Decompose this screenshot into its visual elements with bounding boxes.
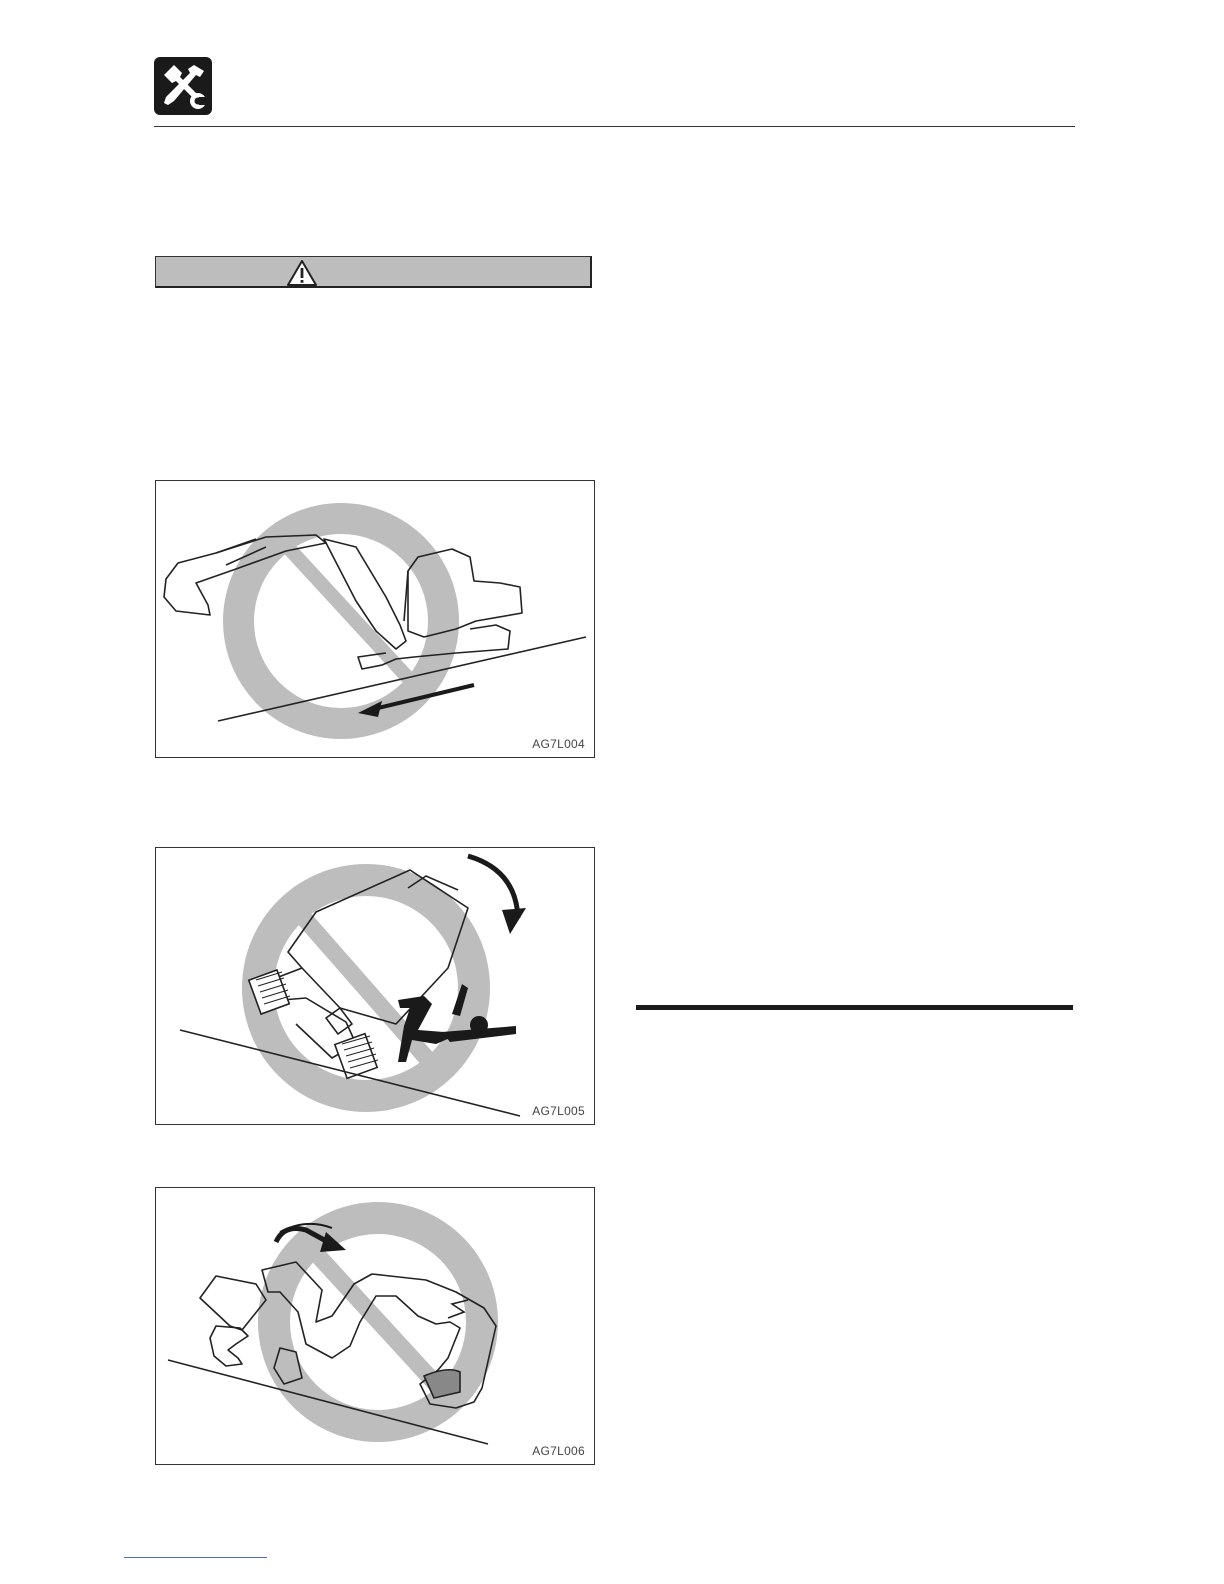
figure-code: AG7L006 [532, 1444, 585, 1458]
figure-excavator-slope-travel [155, 480, 595, 758]
wrench-screwdriver-icon [154, 57, 212, 115]
header-rule [154, 126, 1075, 127]
figure-excavator-bucket-slope [155, 1187, 595, 1465]
warning-banner [155, 256, 592, 288]
footer-link-underline[interactable] [124, 1557, 267, 1558]
figure-code: AG7L005 [532, 1104, 585, 1118]
warning-triangle-icon [286, 259, 318, 287]
figure-code: AG7L004 [532, 737, 585, 751]
figure-excavator-rollover [155, 847, 595, 1125]
section-rule [636, 1005, 1073, 1010]
